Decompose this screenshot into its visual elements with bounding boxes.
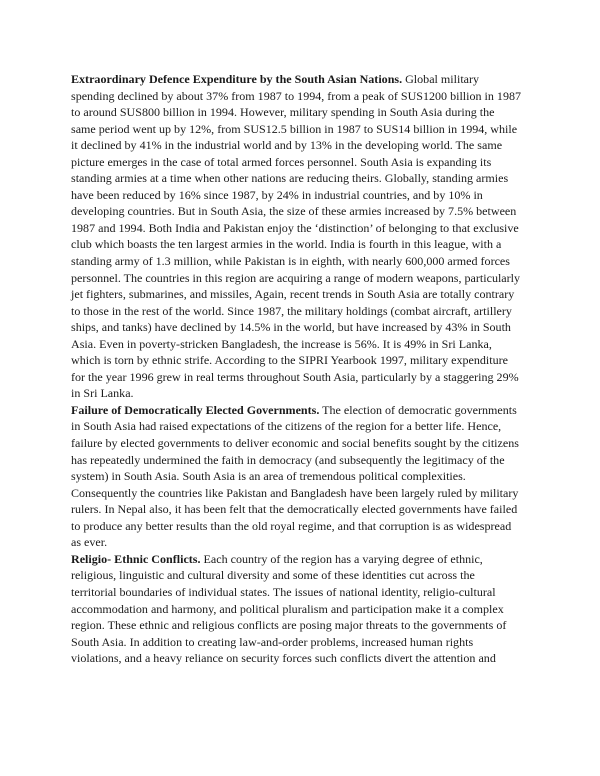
- paragraph-line: rulers. In Nepal also, it has been felt that the democratically elected governments have failed: [71, 502, 518, 517]
- paragraph-line: picture emerges in the case of total armed forces personnel. South Asia is expanding its: [71, 154, 492, 169]
- paragraph-line: has repeatedly undermined the faith in democracy (and subsequently the legitimacy of the: [71, 452, 505, 467]
- paragraph-line: to produce any better results than the old royal regime, and that corruption is as widespread: [71, 518, 512, 533]
- paragraph-line: failure by elected governments to deliver economic and social benefits sought by the citizens: [71, 436, 519, 451]
- paragraph-line: it declined by 41% in the industrial world and by 13% in the developing world. The same: [71, 138, 503, 153]
- paragraph-line: Asia. Even in poverty-stricken Bangladesh, the increase is 56%. It is 49% in Sri Lanka,: [71, 336, 492, 351]
- paragraph-line: standing army of 1.3 million, while Pakistan is in eighth, with nearly 600,000 armed forces: [71, 254, 510, 269]
- section-heading: Extraordinary Defence Expenditure by the South Asian Nations.: [71, 72, 403, 86]
- paragraph-line: Consequently the countries like Pakistan and Bangladesh have been largely ruled by military: [71, 485, 519, 500]
- paragraph-line: spending declined by about 37% from 1987 to 1994, from a peak of SUS1200 billion in 1987: [71, 88, 522, 103]
- paragraph-line: developing countries. But in South Asia, the size of these armies increased by 7.5% between: [71, 204, 517, 219]
- section-failure-of-governments: [71, 402, 591, 551]
- paragraph-line: for the year 1996 grew in real terms throughout South Asia, particularly by a staggering 29%: [71, 369, 519, 384]
- paragraph-line: ships, and tanks) have declined by 14.5% in the world, but have increased by 43% in South: [71, 320, 511, 335]
- section-heading: Religio- Ethnic Conflicts.: [71, 551, 201, 566]
- paragraph-first-line: [71, 402, 591, 419]
- paragraph-line: to around SUS800 billion in 1994. However, military spending in South Asia during the: [71, 105, 495, 120]
- paragraph-line: violations, and a heavy reliance on security forces such conflicts divert the attention and: [71, 651, 496, 666]
- paragraph-line: territorial boundaries of individual states. The issues of national identity, religio-cultural: [71, 584, 496, 599]
- paragraph-line: personnel. The countries in this region are acquiring a range of modern weapons, particularly: [71, 270, 521, 285]
- paragraph-line: have been reduced by 16% since 1987, by 24% in industrial countries, and by 10% in: [71, 187, 483, 202]
- paragraph-line: religious, linguistic and cultural diversity and some of these identities cut across the: [71, 568, 475, 583]
- paragraph-text: Each country of the region has a varying degree of ethnic,: [200, 551, 483, 566]
- document-body: [71, 71, 591, 667]
- paragraph-first-line: [71, 551, 591, 568]
- paragraph-line: as ever.: [71, 535, 108, 550]
- paragraph-line: same period went up by 12%, from SUS12.5 billion in 1987 to SUS14 billion in 1994, while: [71, 121, 518, 136]
- paragraph-line: accommodation and harmony, and political pluralism and participation make it a complex: [71, 601, 504, 616]
- paragraph-line: which is torn by ethnic strife. According to the SIPRI Yearbook 1997, military expenditure: [71, 353, 508, 368]
- paragraph-line: to those in the rest of the world. Since 1987, the military holdings (combat aircraft, artillery: [71, 303, 512, 318]
- section-heading: Failure of Democratically Elected Governments.: [71, 402, 320, 417]
- section-defence-expenditure: [71, 71, 591, 402]
- paragraph-line: 1987 and 1994. Both India and Pakistan enjoy the ‘distinction’ of belonging to that exclusive: [71, 220, 519, 235]
- paragraph-line: in South Asia had raised expectations of the citizens of the region for a better life. Hence,: [71, 419, 502, 434]
- paragraph-first-line: [71, 71, 591, 88]
- paragraph-line: jet fighters, submarines, and missiles, Again, recent trends in South Asia are totally contrary: [71, 287, 515, 302]
- paragraph-line: standing armies at a time when other nations are reducing theirs. Globally, standing armies: [71, 171, 509, 186]
- paragraph-text: Global military: [402, 72, 480, 86]
- paragraph-line: in Sri Lanka.: [71, 386, 134, 401]
- paragraph-line: region. These ethnic and religious conflicts are posing major threats to the governments of: [71, 618, 507, 633]
- paragraph-line: South Asia. In addition to creating law-and-order problems, increased human rights: [71, 634, 474, 649]
- paragraph-text: The election of democratic governments: [319, 402, 517, 417]
- paragraph-line: system) in South Asia. South Asia is an area of tremendous political complexities.: [71, 469, 466, 484]
- paragraph-line: club which boasts the ten largest armies in the world. India is fourth in this league, with a: [71, 237, 502, 252]
- section-religio-ethnic-conflicts: [71, 551, 591, 667]
